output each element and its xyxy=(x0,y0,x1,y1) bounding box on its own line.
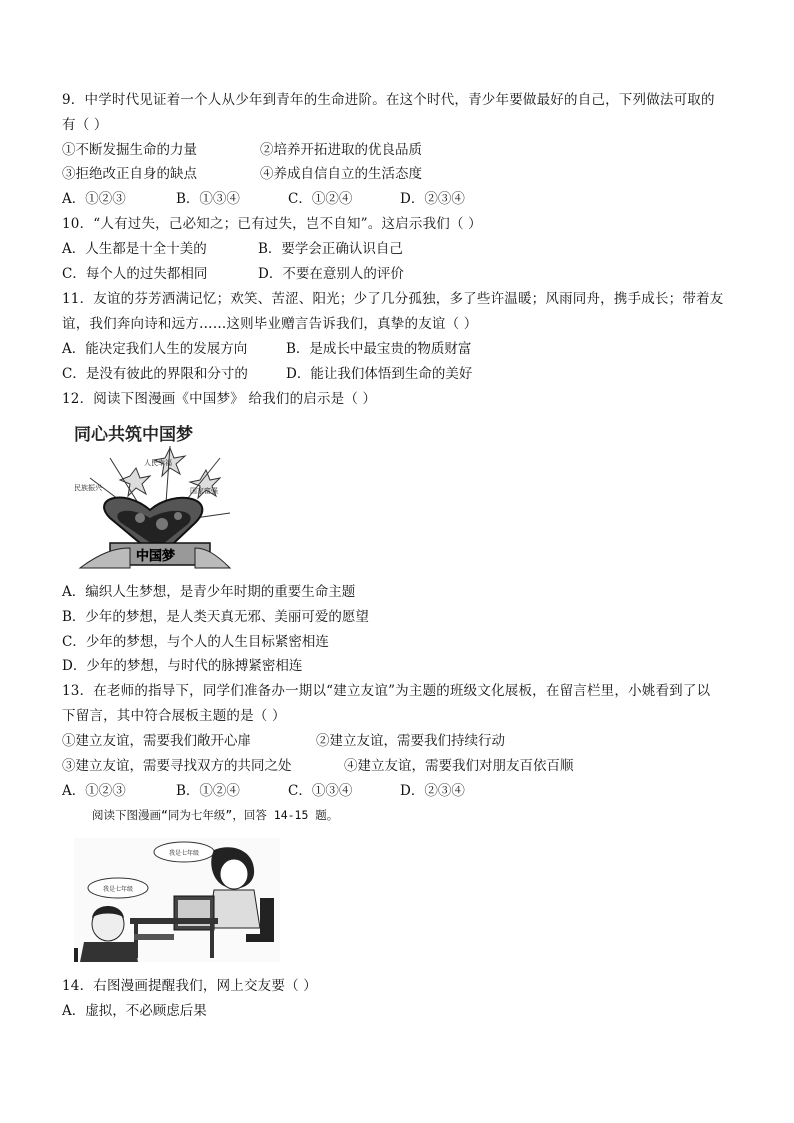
q13-item-3: ③建立友谊，需要寻找双方的共同之处 xyxy=(62,758,292,774)
q9-item-4: ④养成自信自立的生活态度 xyxy=(260,166,422,182)
q9-option-a: A．①②③ xyxy=(62,191,126,207)
label-china-dream: 中国梦 xyxy=(136,549,176,564)
q9-item-1: ①不断发掘生命的力量 xyxy=(62,142,197,158)
q12-option-d: D．少年的梦想，与时代的脉搏紧密相连 xyxy=(62,658,303,674)
hand-right-icon xyxy=(195,548,230,568)
hand-left-icon xyxy=(80,548,130,568)
q9-stem-line2: 有（ ） xyxy=(62,117,108,133)
q11-option-d: D．能让我们体悟到生命的美好 xyxy=(286,366,473,382)
china-dream-cartoon xyxy=(70,418,240,580)
q10-stem: 10．“人有过失，己必知之；已有过失，岂不自知”。这启示我们（ ） xyxy=(62,216,482,232)
reading-note: 阅读下图漫画“同为七年级”，回答 14-15 题。 xyxy=(92,808,339,822)
label-nation-revival: 民族振兴 xyxy=(74,484,102,492)
q9-option-b: B．①③④ xyxy=(176,191,240,207)
label-country-prosperity: 国家富强 xyxy=(190,487,218,495)
q13-option-b: B．①②④ xyxy=(176,783,240,799)
q13-option-a: A．①②③ xyxy=(62,783,126,799)
q10-option-b: B．要学会正确认识自己 xyxy=(258,241,403,257)
man-bubble-text: 我是七年级 xyxy=(102,886,134,893)
q13-stem-line1: 13．在老师的指导下，同学们准备办一期以“建立友谊”为主题的班级文化展板，在留言栏里，小姚看到了以 xyxy=(62,683,711,699)
q9-item-2: ②培养开拓进取的优良品质 xyxy=(260,142,422,158)
q10-option-a: A．人生都是十全十美的 xyxy=(62,241,207,257)
q13-option-d: D．②③④ xyxy=(400,783,465,799)
same-grade-cartoon-svg xyxy=(74,838,280,962)
q12-option-c: C．少年的梦想，与个人的人生目标紧密相连 xyxy=(62,634,329,650)
cartoon-title: 同心共筑中国梦 xyxy=(74,425,193,445)
girl-bubble-text: 我是七年级 xyxy=(168,850,200,857)
q13-item-2: ②建立友谊，需要我们持续行动 xyxy=(316,733,505,749)
q12-stem: 12．阅读下图漫画《中国梦》 给我们的启示是（ ） xyxy=(62,391,377,407)
q14-stem: 14．右图漫画提醒我们，网上交友要（ ） xyxy=(62,978,317,994)
label-people-happiness: 人民幸福 xyxy=(144,459,172,467)
q13-item-1: ①建立友谊，需要我们敞开心扉 xyxy=(62,733,251,749)
q13-option-c: C．①③④ xyxy=(288,783,353,799)
q9-item-3: ③拒绝改正自身的缺点 xyxy=(62,166,197,182)
q11-stem-line2: 谊，我们奔向诗和远方……这则毕业赠言告诉我们，真挚的友谊（ ） xyxy=(62,316,478,332)
q13-stem-line2: 下留言，其中符合展板主题的是（ ） xyxy=(62,708,286,724)
q12-option-b: B．少年的梦想，是人类天真无邪、美丽可爱的愿望 xyxy=(62,609,369,625)
q14-option-a: A．虚拟，不必顾虑后果 xyxy=(62,1003,207,1019)
q11-option-b: B．是成长中最宝贵的物质财富 xyxy=(286,341,472,357)
q9-option-d: D．②③④ xyxy=(400,191,465,207)
q10-option-d: D．不要在意别人的评价 xyxy=(258,266,404,282)
q11-stem-line1: 11．友谊的芬芳洒满记忆；欢笑、苦涩、阳光；少了几分孤独，多了些许温暖；风雨同舟，携手成长；带着友 xyxy=(62,291,724,307)
china-dream-cartoon-svg xyxy=(70,418,240,580)
q13-item-4: ④建立友谊，需要我们对朋友百依百顺 xyxy=(344,758,574,774)
q10-option-c: C．每个人的过失都相同 xyxy=(62,266,208,282)
q11-option-c: C．是没有彼此的界限和分寸的 xyxy=(62,366,248,382)
q9-option-c: C．①②④ xyxy=(288,191,353,207)
q9-stem-line1: 9．中学时代见证着一个人从少年到青年的生命进阶。在这个时代，青少年要做最好的自己，下列做法可取的 xyxy=(62,92,715,108)
q12-option-a: A．编织人生梦想，是青少年时期的重要生命主题 xyxy=(62,584,356,600)
desk-icon xyxy=(130,918,218,924)
same-grade-cartoon xyxy=(74,838,280,962)
q11-option-a: A．能决定我们人生的发展方向 xyxy=(62,341,248,357)
